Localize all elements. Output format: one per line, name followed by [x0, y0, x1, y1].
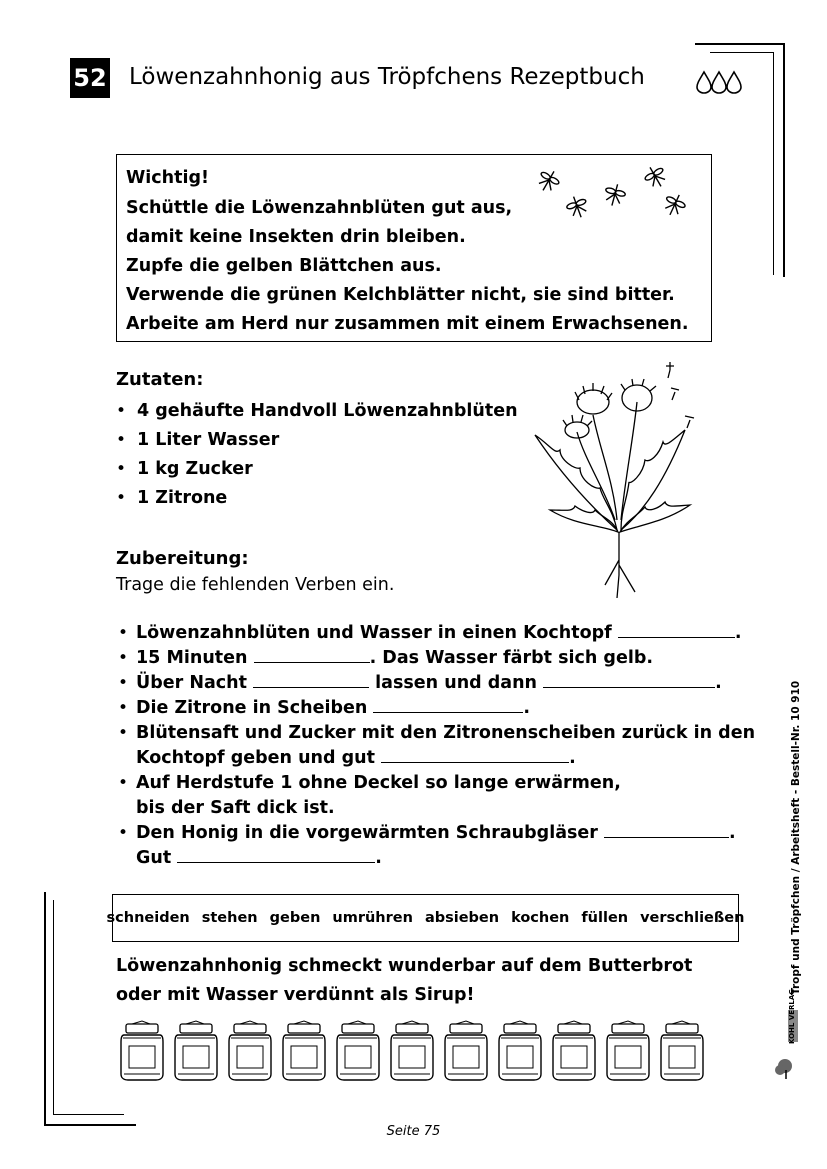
word-bank-item: füllen: [581, 910, 629, 926]
step-text: Über Nacht: [136, 673, 254, 693]
step-text: .: [375, 848, 382, 868]
publication-info: Tropf und Tröpfchen / Arbeitsheft - Bestell-Nr. 10 910: [790, 680, 802, 995]
word-bank-box: [106, 894, 745, 942]
closing-line-2: oder mit Wasser verdünnt als Sirup!: [116, 985, 475, 1005]
bullet: •: [116, 488, 127, 508]
warning-line: Schüttle die Löwenzahnblüten gut aus,: [126, 198, 513, 218]
step-text: .: [734, 623, 742, 643]
step-text: .: [569, 748, 576, 768]
word-bank-item: umrühren: [332, 910, 413, 926]
honey-jar-icon: [445, 1021, 487, 1080]
word-bank-item: stehen: [201, 910, 258, 926]
preparation-heading: Zubereitung:: [116, 548, 249, 569]
warning-line: Zupfe die gelben Blättchen aus.: [126, 256, 442, 276]
word-bank-item: schneiden: [106, 910, 190, 926]
warning-line: damit keine Insekten drin bleiben.: [126, 227, 466, 247]
honey-jar-icon: [283, 1021, 325, 1080]
step-6-line-1: Auf Herdstufe 1 ohne Deckel so lange erwärmen,: [136, 773, 621, 793]
honey-jars-row: [120, 1020, 720, 1082]
word-bank-item: absieben: [424, 910, 500, 926]
honey-jar-icon: [607, 1021, 649, 1080]
step-4: [136, 698, 530, 718]
step-text: Löwenzahnblüten und Wasser in einen Kochtopf: [136, 623, 618, 643]
tree-logo-icon: [774, 1010, 800, 1080]
honey-jar-icon: [229, 1021, 271, 1080]
step-text: .: [715, 673, 722, 693]
blank-field[interactable]: [254, 648, 370, 663]
step-1: [136, 623, 741, 643]
blank-field[interactable]: [381, 748, 569, 763]
insects-illustration: [535, 162, 695, 226]
step-text: . Das Wasser färbt sich gelb.: [369, 648, 654, 668]
step-text: 15 Minuten: [136, 648, 254, 668]
honey-jar-icon: [337, 1021, 379, 1080]
publisher-logo: [774, 988, 800, 1080]
step-text: .: [729, 823, 736, 843]
bullet: •: [118, 773, 129, 793]
dandelion-illustration: [525, 360, 705, 600]
closing-line-1: Löwenzahnhonig schmeckt wunderbar auf dem Butterbrot: [116, 956, 693, 976]
step-3: [136, 673, 722, 693]
page-title: Löwenzahnhonig aus Tröpfchens Rezeptbuch: [129, 64, 645, 90]
ingredient-item: 4 gehäufte Handvoll Löwenzahnblüten: [137, 401, 518, 421]
step-text: lassen und dann: [369, 673, 544, 693]
blank-field[interactable]: [177, 848, 375, 863]
step-text: Kochtopf geben und gut: [136, 748, 382, 768]
bullet: •: [118, 623, 129, 643]
step-2: [136, 648, 653, 668]
preparation-instruction: Trage die fehlenden Verben ein.: [116, 575, 395, 595]
step-text: Gut: [136, 848, 178, 868]
blank-field[interactable]: [373, 698, 523, 713]
step-5-line-1: Blütensaft und Zucker mit den Zitronenscheiben zurück in den: [136, 723, 756, 743]
honey-jar-icon: [499, 1021, 541, 1080]
ingredient-item: 1 Liter Wasser: [137, 430, 280, 450]
bullet: •: [118, 698, 129, 718]
bullet: •: [118, 673, 129, 693]
warning-title: Wichtig!: [126, 168, 210, 188]
word-bank-item: verschließen: [640, 910, 745, 926]
step-6-line-2: bis der Saft dick ist.: [136, 798, 335, 818]
bullet: •: [118, 723, 129, 743]
page-number: Seite 75: [386, 1124, 441, 1139]
blank-field[interactable]: [604, 823, 729, 838]
blank-field[interactable]: [618, 623, 735, 638]
step-7-line-2: [136, 848, 382, 868]
honey-jar-icon: [553, 1021, 595, 1080]
bullet: •: [116, 459, 127, 479]
ingredient-item: 1 Zitrone: [137, 488, 228, 508]
blank-field[interactable]: [543, 673, 715, 688]
step-5-line-2: [136, 748, 576, 768]
bullet: •: [118, 648, 129, 668]
ingredients-heading: Zutaten:: [116, 369, 204, 390]
publisher-logo-text: KOHL VERLAG: [788, 988, 796, 1044]
bullet: •: [118, 823, 129, 843]
honey-jar-icon: [661, 1021, 703, 1080]
step-text: Den Honig in die vorgewärmten Schraubgläser: [136, 823, 605, 843]
honey-jar-icon: [121, 1021, 163, 1080]
ingredient-item: 1 kg Zucker: [137, 459, 253, 479]
warning-line: Verwende die grünen Kelchblätter nicht, sie sind bitter.: [126, 285, 675, 305]
bullet: •: [116, 401, 127, 421]
step-text: .: [523, 698, 531, 718]
warning-line: Arbeite am Herd nur zusammen mit einem Erwachsenen.: [126, 314, 689, 334]
water-drops-icon: [696, 70, 742, 94]
bullet: •: [116, 430, 127, 450]
step-7-line-1: [136, 823, 736, 843]
honey-jar-icon: [391, 1021, 433, 1080]
word-bank-item: geben: [269, 910, 321, 926]
blank-field[interactable]: [253, 673, 369, 688]
step-text: Die Zitrone in Scheiben: [136, 698, 374, 718]
worksheet-number-badge: 52: [70, 58, 110, 98]
word-bank-item: kochen: [511, 910, 570, 926]
honey-jar-icon: [175, 1021, 217, 1080]
